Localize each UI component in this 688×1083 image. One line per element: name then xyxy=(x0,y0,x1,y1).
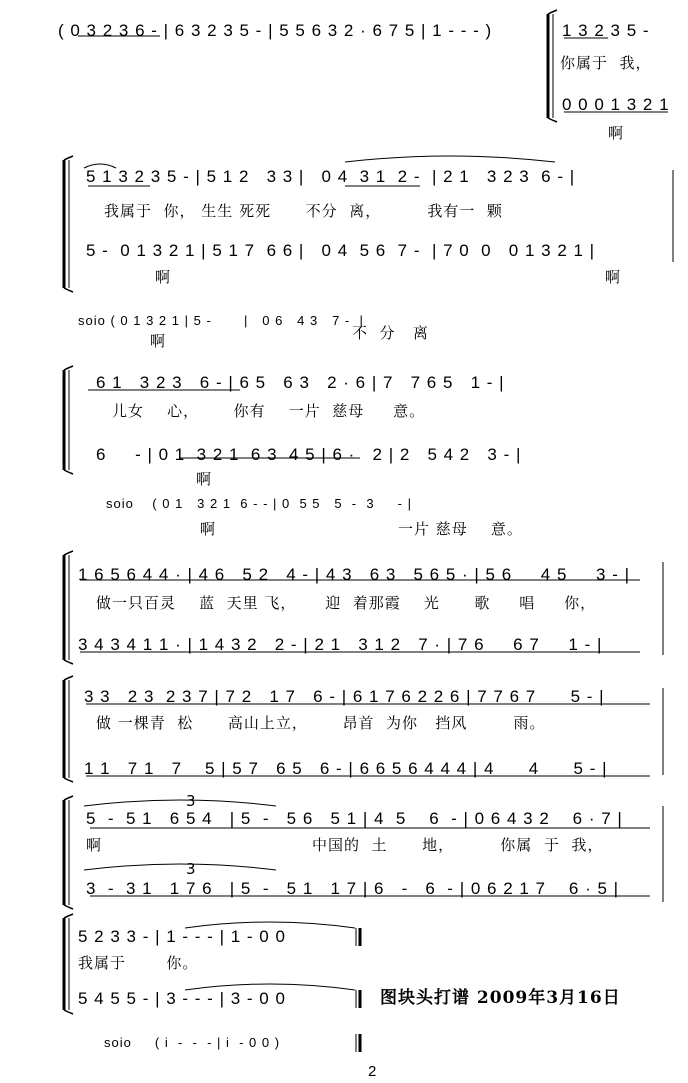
voice1-notation-s5: 3 3 2 3 2 3 7 | 7 2 1 7 6 - | 6 1 7 6 2 2 6 | 7 7 6 7 5 - | xyxy=(84,687,605,706)
voice2-lyrics-s3: 啊 xyxy=(196,470,213,488)
voice1-lyrics-s4: 做一只百灵 蓝 天里 飞， 迎 着那霞 光 歌 唱 你， xyxy=(96,594,597,612)
voice1-lyrics-s2: 我属于 你， 生生 死死 不分 离， 我有一 颗 xyxy=(104,202,503,220)
voice2-notation-s7: 5 4 5 5 - | 3 - - - | 3 - 0 0 xyxy=(78,989,286,1008)
voice2-lyrics-s2-b: 啊 xyxy=(605,268,622,286)
voice1-lyrics-s7: 我属于 你。 xyxy=(78,954,199,972)
voice1-notation-s7: 5 2 3 3 - | 1 - - - | 1 - 0 0 xyxy=(78,927,286,946)
voice1-notation-s3: 6 1 3 2 3 6 - | 6 5 6 3 2 · 6 | 7 7 6 5 1 - | xyxy=(96,373,505,392)
voice3-notation-s7: soio ( i - - - | i - 0 0 ) xyxy=(104,1035,281,1050)
voice2-notation-s2: 5 - 0 1 3 2 1 | 5 1 7 6 6 | 0 4 5 6 7 - | 7 0 0 0 1 3 2 1 | xyxy=(86,241,596,260)
voice1-notation-s2: 5 1 3 2 3 5 - | 5 1 2 3 3 | 0 4 3 1 2 - | 2 1 3 2 3 6 - | xyxy=(86,167,576,186)
voice2-notation-s3: 6 - | 0 1 3 2 1 6 3 4 5 | 6 · 2 | 2 5 4 2 3 - | xyxy=(96,445,522,464)
voice1-lyrics-s3: 儿女 心， 你有 一片 慈母 意。 xyxy=(112,402,426,420)
voice1-notation-s1: 1 3 2 3 5 - xyxy=(562,21,650,40)
voice3-notation-s3: soio ( 0 1 3 2 1 6 - - | 0 5 5 5 - 3 - | xyxy=(106,496,412,511)
intro-notation: ( 0 3 2 3 6 - | 6 3 2 3 5 - | 5 5 6 3 2 · 6 7 5 | 1 - - - ) xyxy=(58,21,493,40)
triplet-mark-s6-v1: 3 xyxy=(186,792,197,810)
voice3-lyrics-s2-b: 不 分 离 xyxy=(352,324,429,342)
voice1-lyrics-s6-b: 中国的 土 地， 你属 于 我， xyxy=(312,836,604,854)
voice3-lyrics-s2-a: 啊 xyxy=(150,332,167,350)
transcriber-credit: 图块头打谱 2009年3月16日 xyxy=(380,988,621,1008)
page-number: 2 xyxy=(368,1063,377,1080)
voice2-notation-s6: 3 - 3 1 1 7 6 | 5 - 5 1 1 7 | 6 - 6 - | 0 6 2 1 7 6 · 5 | xyxy=(86,879,620,898)
voice1-notation-s4: 1 6 5 6 4 4 · | 4 6 5 2 4 - | 4 3 6 3 5 6 5 · | 5 6 4 5 3 - | xyxy=(78,565,631,584)
voice3-notation-s2: soio ( 0 1 3 2 1 | 5 - | 0 6 4 3 7 - | xyxy=(78,313,364,328)
voice2-notation-s1: 0 0 0 1 3 2 1 xyxy=(562,95,670,114)
voice2-lyrics-s2-a: 啊 xyxy=(155,268,172,286)
voice1-notation-s6: 5 - 5 1 6 5 4 | 5 - 5 6 5 1 | 4 5 6 - | 0 6 4 3 2 6 · 7 | xyxy=(86,809,623,828)
voice1-lyrics-s6-a: 啊 xyxy=(86,836,103,854)
voice2-notation-s4: 3 4 3 4 1 1 · | 1 4 3 2 2 - | 2 1 3 1 2 7 · | 7 6 6 7 1 - | xyxy=(78,635,603,654)
voice1-lyrics-s5: 做 一棵青 松 高山上立， 昂首 为你 挡风 雨。 xyxy=(96,714,546,732)
voice2-notation-s5: 1 1 7 1 7 5 | 5 7 6 5 6 - | 6 6 5 6 4 4 4 | 4 4 5 - | xyxy=(84,759,608,778)
voice3-lyrics-s3-b: 一片 慈母 意。 xyxy=(398,520,523,538)
voice3-lyrics-s3-a: 啊 xyxy=(200,520,217,538)
voice1-lyrics-s1: 你属于 我， xyxy=(560,54,652,72)
triplet-mark-s6-v2: 3 xyxy=(186,860,197,878)
voice2-lyrics-s1: 啊 xyxy=(608,124,625,142)
